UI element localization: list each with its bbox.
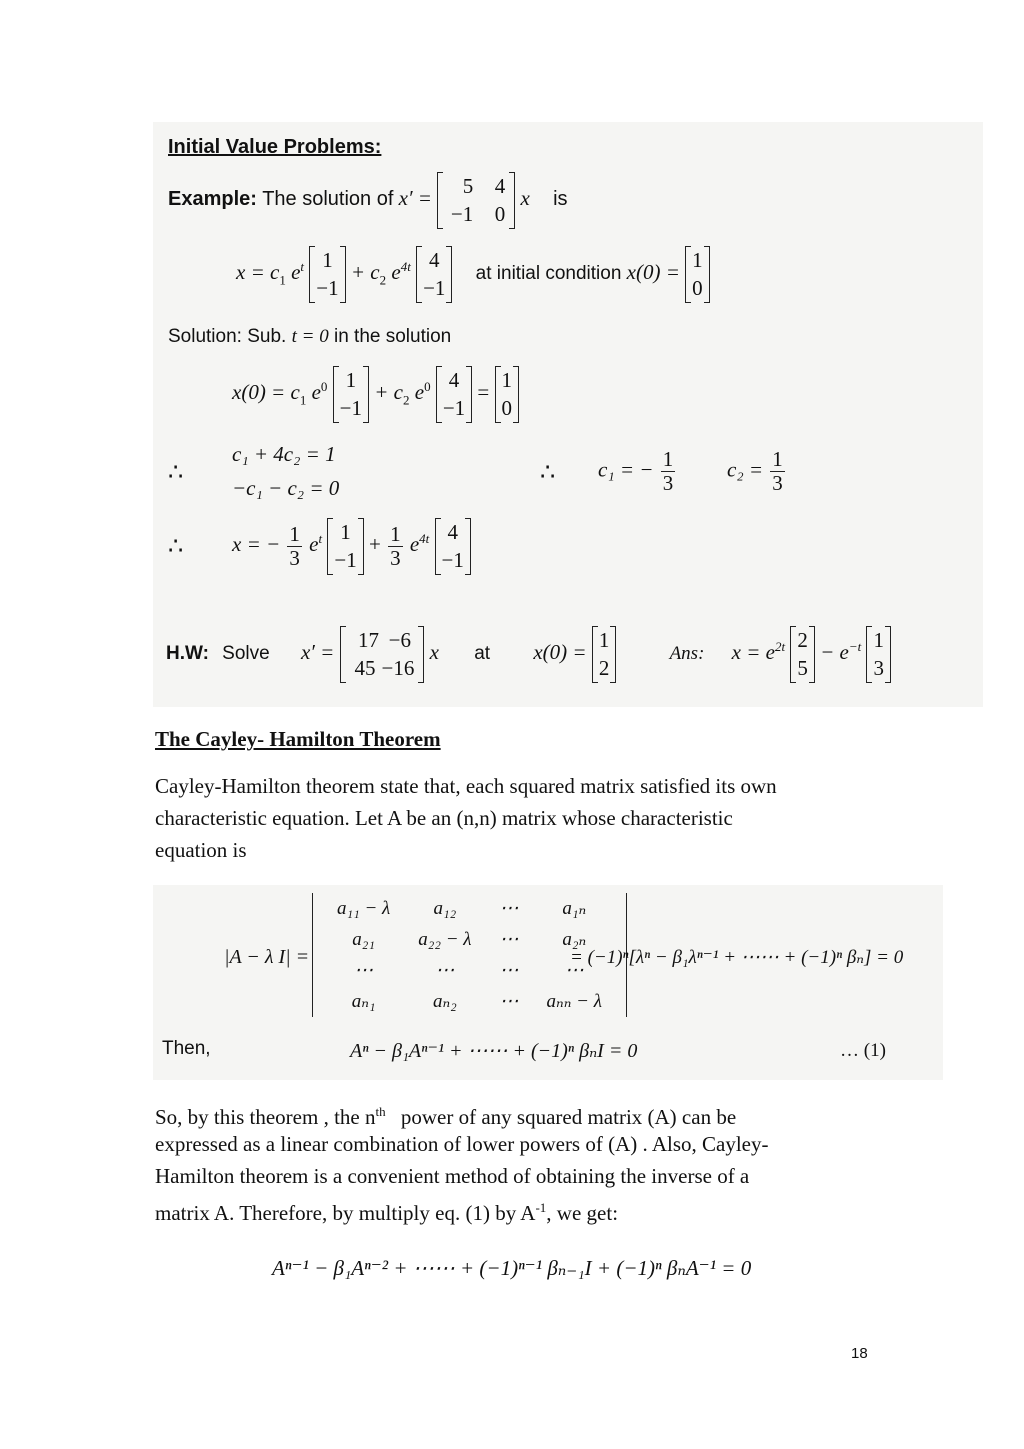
page-number: 18 [851, 1345, 868, 1362]
gen-e1-sup: t [300, 259, 305, 275]
example-line [168, 172, 568, 229]
final-x: x = − [232, 532, 281, 557]
equation-number: … (1) [840, 1040, 886, 1061]
hw-x0: x(0) = [533, 640, 587, 665]
c1-lhs: c₁ = − [598, 457, 654, 482]
general-solution-line [236, 246, 710, 303]
solution-label: Solution: Sub. [168, 326, 287, 347]
eq1: c₁ + 4c₂ = 1 [232, 442, 336, 466]
is-word: is [553, 188, 568, 211]
hw-x: x [429, 640, 439, 665]
vector-2: 4 −1 [416, 246, 452, 303]
cayley-heading: The Cayley- Hamilton Theorem [155, 727, 441, 751]
sub-e2-sup: 0 [424, 379, 431, 395]
hw-solve: Solve [222, 643, 270, 665]
gen-e1: e [291, 260, 301, 285]
sub-e1: e [311, 380, 321, 405]
final-frac-2: $\frac{1}{3}$ [390, 521, 401, 570]
inverse-sup: -1 [535, 1200, 547, 1215]
sub-plus: + c [374, 380, 403, 405]
final-vector-2: 4 −1 [435, 518, 471, 575]
determinant: a₁₁ − λ a₁₂ ⋯ a₁ₙ a₂₁ a₂₂ − λ ⋯ a₂ₙ ⋯ ⋯ ⋯ ⋯ aₙ₁ aₙ₂ ⋯ aₙₙ − λ [312, 893, 627, 1017]
c1-value [598, 448, 677, 495]
ans-x: x = e [731, 640, 775, 665]
c1-fraction: $\frac{1}{3}$ [662, 447, 674, 496]
solution-line [168, 326, 451, 348]
gen-c2-sub: 2 [379, 272, 387, 288]
final-e1-sup: t [318, 531, 323, 547]
t-eq-0: t = 0 [291, 326, 329, 347]
x-prime: x′ = [398, 186, 432, 211]
then-label: Then, [162, 1038, 211, 1059]
in-solution: in the solution [333, 326, 452, 347]
final-vector-1: 1 −1 [327, 518, 363, 575]
ans-label: Ans: [669, 643, 705, 665]
nth-sup: th [375, 1104, 386, 1119]
final-plus: + [368, 532, 381, 557]
det-rhs: = (−1)ⁿ[λⁿ − β₁λⁿ⁻¹ + ⋯⋯ + (−1)ⁿ βₙ] = 0 [570, 947, 904, 968]
gen-x: x = c [236, 260, 280, 285]
gen-c1-sub: 1 [279, 272, 286, 288]
hw-label: H.W: [166, 643, 209, 665]
final-e2: e [409, 532, 420, 557]
final-equation: Aⁿ⁻¹ − β₁Aⁿ⁻² + ⋯⋯ + (−1)ⁿ⁻¹ βₙ₋₁I + (−1)ⁿ βₙA⁻¹ = 0 [272, 1256, 752, 1280]
at-initial-condition: at initial condition [475, 263, 622, 285]
sub-vector-1: 1 −1 [333, 366, 369, 423]
x-var: x [520, 186, 530, 211]
gen-e2-sup: 4t [400, 259, 411, 275]
c2-lhs: c₂ = [727, 457, 764, 482]
ans-vector-2: 1 3 [866, 626, 891, 683]
sub-c1-sub: 1 [299, 392, 307, 408]
para2-l1a: So, by this theorem , the n [155, 1105, 376, 1129]
sub-lhs: x(0) = c [232, 380, 300, 405]
final-e2-sup: 4t [419, 531, 430, 547]
c2-value [727, 448, 787, 495]
det-lhs: |A − λ I| = [224, 946, 310, 968]
gen-plus-c2: + c [350, 260, 380, 285]
final-frac-1: $\frac{1}{3}$ [289, 521, 300, 570]
vector-1: 1 −1 [309, 246, 345, 303]
hw-at: at [474, 643, 491, 665]
para2-line-3: Hamilton theorem is a convenient method of obtaining the inverse of a [155, 1164, 750, 1188]
hw-vector-x0: 1 2 [592, 626, 617, 683]
therefore-1: ∴ [168, 460, 184, 486]
therefore-2: ∴ [540, 460, 556, 486]
hw-matrix: 17 −6 45 −16 [340, 626, 425, 683]
gen-e2: e [391, 260, 401, 285]
sub-vector-x0: 1 0 [495, 366, 520, 423]
intro-line-2: characteristic equation. Let A be an (n,n) matrix whose characteristic [155, 806, 733, 830]
ivp-heading: Initial Value Problems: [168, 136, 382, 158]
sub-c2-sub: 2 [402, 392, 410, 408]
para2-line-2: expressed as a linear combination of lower powers of (A) . Also, Cayley- [155, 1132, 769, 1156]
sub-e1-sup: 0 [320, 379, 328, 395]
c2-fraction: $\frac{1}{3}$ [772, 447, 783, 496]
intro-line-3: equation is [155, 838, 247, 862]
x0-eq: x(0) = [626, 260, 680, 285]
ans-minus: − e [820, 640, 849, 665]
example-label: Example: [168, 188, 257, 211]
ans-vector-1: 2 5 [790, 626, 815, 683]
vector-x0: 1 0 [685, 246, 710, 303]
hw-x-prime: x′ = [300, 640, 335, 665]
final-solution-line [232, 518, 471, 575]
intro-line-1: Cayley-Hamilton theorem state that, each squared matrix satisfied its own [155, 774, 777, 798]
para2-l4a: matrix A. Therefore, by multiply eq. (1) by A [155, 1201, 536, 1225]
para2-l4b: , we get: [546, 1201, 619, 1225]
matrix-a: 5 4 −1 0 [437, 172, 515, 229]
then-equation: Aⁿ − β₁Aⁿ⁻¹ + ⋯⋯ + (−1)ⁿ βₙI = 0 [350, 1040, 638, 1062]
para2-l1b: power of any squared matrix (A) can be [400, 1105, 737, 1129]
ans-e1-sup: 2t [774, 639, 786, 655]
sub-eq-sign: = [477, 380, 490, 405]
therefore-3: ∴ [168, 534, 184, 560]
substitution-line [232, 366, 519, 423]
ans-e2-sup: −t [848, 639, 862, 655]
final-e1: e [309, 532, 319, 557]
eq2: −c₁ − c₂ = 0 [232, 476, 340, 500]
sub-e2: e [414, 380, 425, 405]
example-text: The solution of [262, 188, 394, 211]
para2-line-4 [155, 1192, 618, 1229]
homework-line [166, 626, 891, 683]
sub-vector-2: 4 −1 [436, 366, 472, 423]
